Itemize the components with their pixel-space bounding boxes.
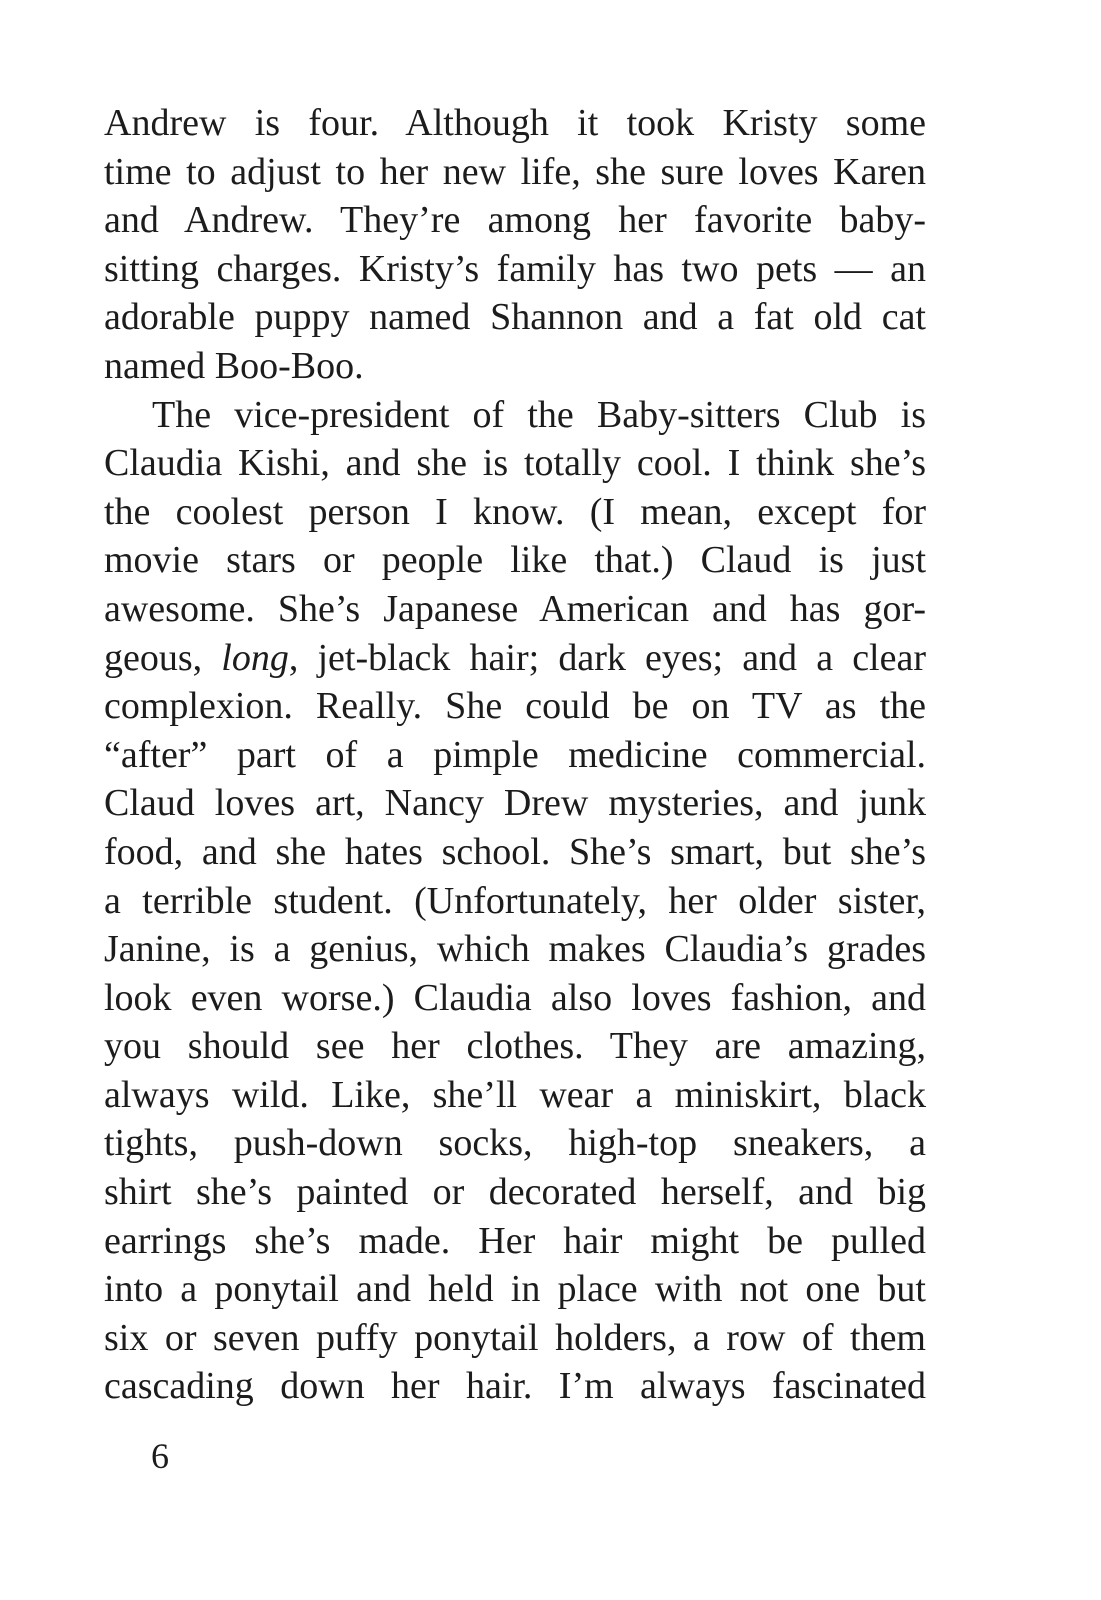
text-line: Andrew is four. Although it took Kristy some: [104, 102, 926, 144]
text-line: look even worse.) Claudia also loves fashion, and: [104, 976, 926, 1019]
text-line: time to adjust to her new life, she sure loves Karen: [104, 150, 926, 193]
text-line: awesome. She’s Japanese American and has gor-: [104, 587, 926, 630]
text-line: and Andrew. They’re among her favorite baby-: [104, 199, 926, 242]
text-line: the coolest person I know. (I mean, except for: [104, 490, 926, 533]
text-line: “after” part of a pimple medicine commercial.: [104, 733, 926, 776]
text-line: food, and she hates school. She’s smart, but she’s: [104, 830, 926, 873]
text-line: earrings she’s made. Her hair might be pulled: [104, 1219, 926, 1262]
page-number: 6: [151, 1436, 169, 1476]
text-line-italic-long: geous, long, jet-black hair; dark eyes; and a clear: [104, 636, 927, 679]
text-line: a terrible student. (Unfortunately, her older sister,: [104, 879, 926, 922]
text-line: complexion. Really. She could be on TV as the: [104, 685, 926, 728]
text-line: Claud loves art, Nancy Drew mysteries, and junk: [104, 782, 926, 825]
text-line: Claudia Kishi, and she is totally cool. I think she’s: [104, 442, 926, 485]
text-line: named Boo-Boo.: [104, 344, 364, 387]
text-line: cascading down her hair. I’m always fascinated: [104, 1365, 926, 1408]
text-line: movie stars or people like that.) Claud is just: [104, 539, 926, 582]
text-line: you should see her clothes. They are amazing,: [104, 1025, 926, 1068]
body-text: [104, 99, 926, 1411]
italic-emphasis: long: [221, 636, 289, 679]
text-line: into a ponytail and held in place with not one but: [104, 1268, 926, 1311]
text-line: shirt she’s painted or decorated herself, and big: [104, 1171, 926, 1214]
text-line: Janine, is a genius, which makes Claudia’s grades: [104, 928, 926, 971]
text-line: always wild. Like, she’ll wear a miniskirt, black: [104, 1073, 926, 1116]
text-line: adorable puppy named Shannon and a fat old cat: [104, 296, 926, 339]
text-line: The vice-president of the Baby-sitters Club is: [152, 393, 926, 436]
text-line: six or seven puffy ponytail holders, a row of them: [104, 1316, 926, 1359]
text-line: tights, push-down socks, high-top sneakers, a: [104, 1122, 926, 1165]
text-line: sitting charges. Kristy’s family has two pets — an: [104, 247, 926, 290]
